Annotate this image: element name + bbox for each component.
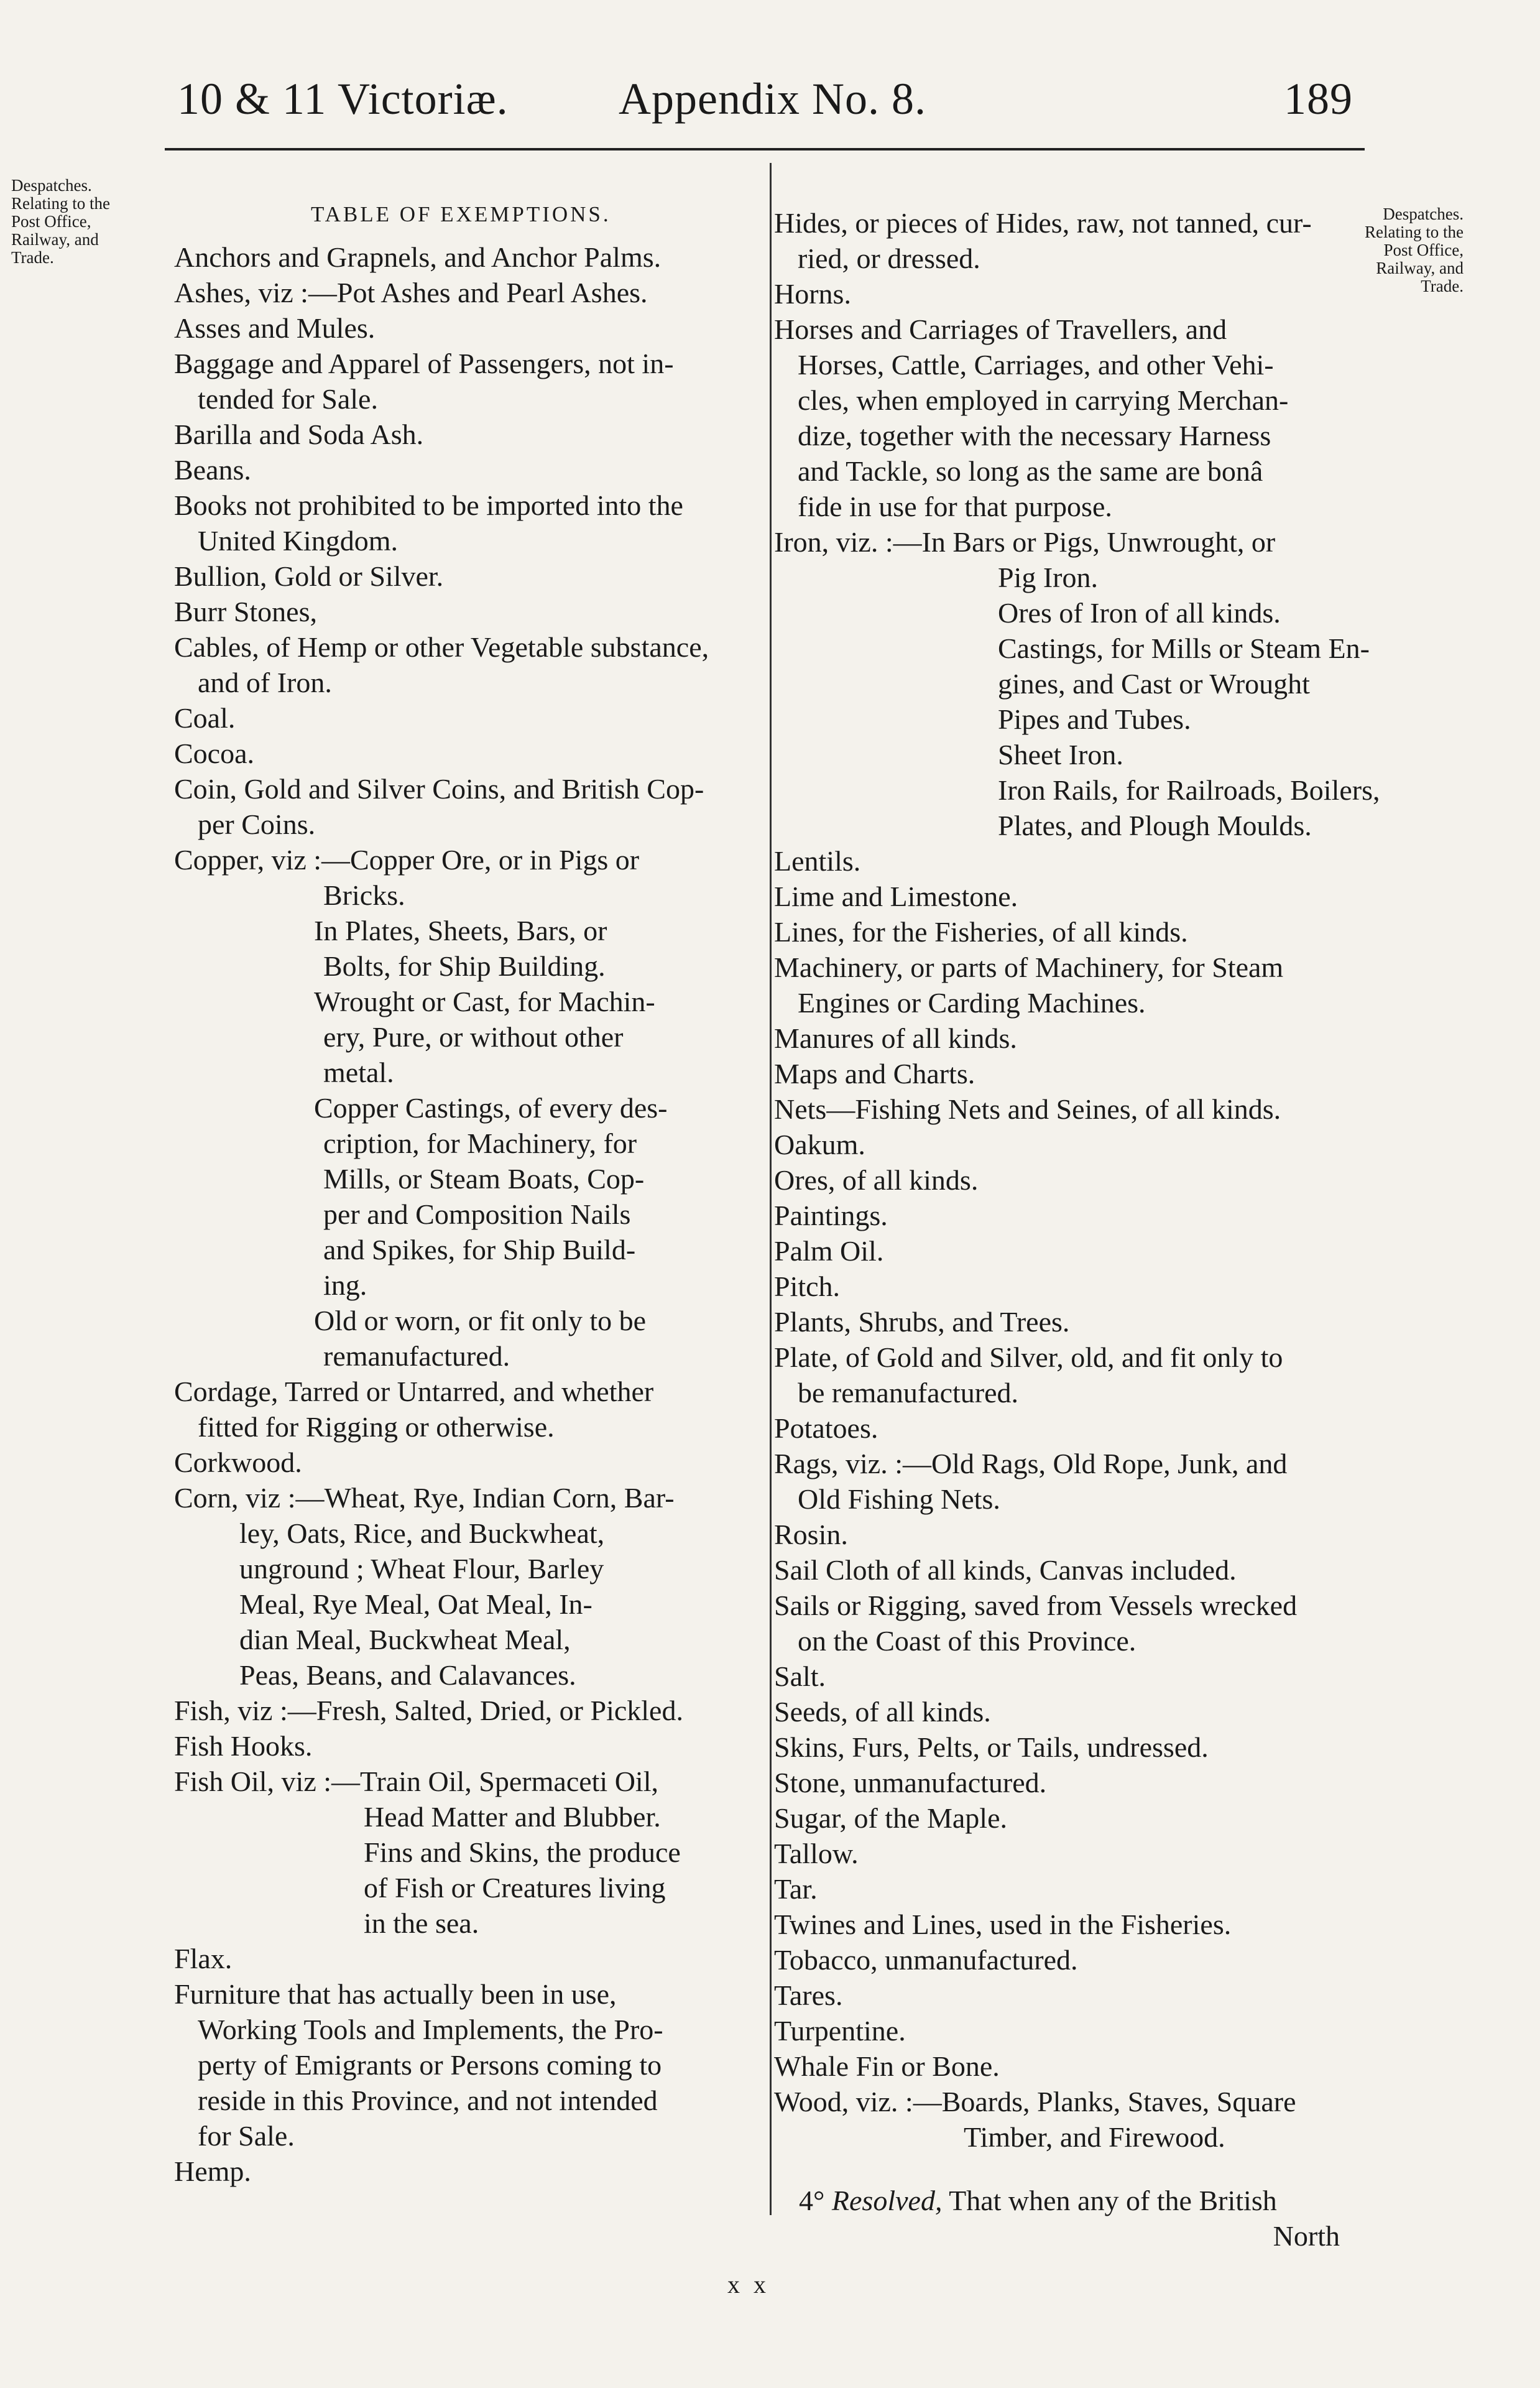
list-item: Lime and Limestone. [774, 881, 1018, 912]
exemptions-left-column [174, 239, 752, 2189]
margin-line: Relating to the [11, 194, 110, 213]
list-item: Bullion, Gold or Silver. [174, 560, 444, 592]
page-number: 189 [1284, 74, 1353, 124]
list-item: gines, and Cast or Wrought [998, 668, 1310, 700]
list-item: Coin, Gold and Silver Coins, and British Cop- [174, 773, 704, 805]
list-item: reside in this Province, and not intended [198, 2085, 658, 2116]
list-item: Seeds, of all kinds. [774, 1696, 991, 1728]
list-item: be remanufactured. [798, 1377, 1019, 1409]
list-item: Horses and Carriages of Travellers, and [774, 313, 1227, 345]
list-item: Mills, or Steam Boats, Cop- [323, 1163, 645, 1195]
list-item: Potatoes. [774, 1412, 878, 1444]
list-item: Barilla and Soda Ash. [174, 419, 424, 450]
list-item: Sails or Rigging, saved from Vessels wrecked [774, 1590, 1298, 1621]
list-item: Maps and Charts. [774, 1058, 975, 1090]
list-item: Sugar, of the Maple. [774, 1802, 1008, 1834]
resolution-paragraph [774, 2183, 1340, 2218]
list-item: In Plates, Sheets, Bars, or [314, 915, 607, 946]
list-item: Palm Oil. [774, 1235, 884, 1267]
margin-line: Railway, and [11, 230, 99, 249]
list-item: Bolts, for Ship Building. [323, 950, 606, 982]
list-item: Whale Fin or Bone. [774, 2050, 1000, 2082]
list-item: Ores of Iron of all kinds. [998, 597, 1281, 629]
list-item: Old Fishing Nets. [798, 1483, 1000, 1515]
list-item: dian Meal, Buckwheat Meal, [239, 1624, 571, 1655]
list-item: Nets—Fishing Nets and Seines, of all kinds. [774, 1093, 1281, 1125]
list-item: Hemp. [174, 2155, 251, 2187]
list-item: Tares. [774, 1979, 843, 2011]
list-item: Beans. [174, 454, 251, 486]
list-item: Fish, viz :—Fresh, Salted, Dried, or Pickled. [174, 1695, 683, 1726]
list-item: cription, for Machinery, for [323, 1127, 637, 1159]
list-item: Bricks. [323, 879, 405, 911]
list-item: Fins and Skins, the produce [364, 1836, 681, 1868]
list-item: ried, or dressed. [798, 243, 980, 274]
list-item: Corn, viz :—Wheat, Rye, Indian Corn, Bar- [174, 1482, 675, 1514]
list-item: ing. [323, 1269, 367, 1301]
list-item: Peas, Beans, and Calavances. [239, 1659, 576, 1691]
list-item: and Spikes, for Ship Build- [323, 1234, 636, 1266]
list-item: Horns. [774, 278, 851, 310]
list-item: Corkwood. [174, 1446, 302, 1478]
list-item: Rosin. [774, 1519, 848, 1550]
table-title: TABLE OF EXEMPTIONS. [311, 202, 611, 226]
margin-line: Despatches. [1383, 205, 1464, 223]
list-item: on the Coast of this Province. [798, 1625, 1137, 1657]
list-item: Meal, Rye Meal, Oat Meal, In- [239, 1588, 592, 1620]
list-item: Ashes, viz :—Pot Ashes and Pearl Ashes. [174, 277, 648, 308]
list-item: ley, Oats, Rice, and Buckwheat, [239, 1517, 605, 1549]
list-item: Plates, and Plough Moulds. [998, 810, 1312, 841]
list-item: Anchors and Grapnels, and Anchor Palms. [174, 241, 662, 273]
list-item: ery, Pure, or without other [323, 1021, 624, 1053]
list-item: Twines and Lines, used in the Fisheries. [774, 1909, 1232, 1940]
margin-note-right [1365, 205, 1464, 295]
list-item: Sheet Iron. [998, 739, 1123, 771]
resolution-text: That when any of the British [949, 2185, 1277, 2216]
list-item: dize, together with the necessary Harness [798, 420, 1271, 451]
column-divider [770, 163, 772, 2215]
list-item: Iron Rails, for Railroads, Boilers, [998, 774, 1380, 806]
list-item: Rags, viz. :—Old Rags, Old Rope, Junk, and [774, 1448, 1288, 1479]
margin-line: Railway, and [1376, 259, 1464, 277]
list-item: Machinery, or parts of Machinery, for Steam [774, 951, 1284, 983]
list-item: of Fish or Creatures living [364, 1872, 666, 1904]
header-appendix: Appendix No. 8. [619, 74, 926, 124]
resolution-number: 4° [799, 2185, 825, 2216]
list-item: Horses, Cattle, Carriages, and other Vehi- [798, 349, 1274, 381]
list-item: Head Matter and Blubber. [364, 1801, 661, 1833]
list-item: Tallow. [774, 1838, 859, 1869]
list-item: metal. [323, 1057, 394, 1088]
margin-line: Trade. [11, 248, 54, 267]
list-item: Ores, of all kinds. [774, 1164, 979, 1196]
list-item: Baggage and Apparel of Passengers, not in- [174, 348, 674, 379]
list-item: Working Tools and Implements, the Pro- [198, 2014, 663, 2045]
list-item: Tobacco, unmanufactured. [774, 1944, 1078, 1976]
list-item: unground ; Wheat Flour, Barley [239, 1553, 604, 1585]
list-item: Manures of all kinds. [774, 1022, 1017, 1054]
list-item: fitted for Rigging or otherwise. [198, 1411, 555, 1443]
list-item: Burr Stones, [174, 596, 317, 627]
header-session: 10 & 11 Victoriæ. [177, 74, 509, 124]
list-item: Wrought or Cast, for Machin- [314, 986, 655, 1017]
list-item: Copper Castings, of every des- [314, 1092, 668, 1124]
list-item: Paintings. [774, 1200, 888, 1231]
list-item: Tar. [774, 1873, 818, 1905]
list-item: Pitch. [774, 1270, 841, 1302]
list-item: cles, when employed in carrying Merchan- [798, 384, 1289, 416]
exemptions-right-column [774, 205, 1380, 2254]
list-item: Timber, and Firewood. [964, 2121, 1225, 2153]
list-item: per Coins. [198, 808, 316, 840]
list-item: Lentils. [774, 845, 861, 877]
margin-line: Post Office, [1383, 241, 1464, 259]
list-item: Cables, of Hemp or other Vegetable substance, [174, 631, 709, 663]
list-item: Skins, Furs, Pelts, or Tails, undressed. [774, 1731, 1209, 1763]
margin-line: Despatches. [11, 176, 92, 195]
list-item: Plants, Shrubs, and Trees. [774, 1306, 1070, 1338]
list-item: Pipes and Tubes. [998, 703, 1191, 735]
list-item: Stone, unmanufactured. [774, 1767, 1047, 1798]
list-item: Coal. [174, 702, 236, 734]
list-item: Iron, viz. :—In Bars or Pigs, Unwrought, or [774, 526, 1276, 558]
list-item: in the sea. [364, 1907, 479, 1939]
list-item: Pig Iron. [998, 562, 1098, 593]
list-item: for Sale. [198, 2120, 295, 2152]
list-item: per and Composition Nails [323, 1198, 631, 1230]
list-item: Asses and Mules. [174, 312, 376, 344]
list-item: Flax. [174, 1943, 233, 1974]
list-item: Plate, of Gold and Silver, old, and fit only to [774, 1341, 1283, 1373]
margin-line: Post Office, [11, 212, 91, 231]
resolution-continuation: North [1273, 2220, 1340, 2252]
list-item: Lines, for the Fisheries, of all kinds. [774, 916, 1188, 948]
margin-line: Trade. [1421, 277, 1464, 295]
list-item: United Kingdom. [198, 525, 398, 557]
header-rule [165, 148, 1365, 150]
list-item: and Tackle, so long as the same are bonâ [798, 455, 1263, 487]
signature-mark: x x [727, 2270, 770, 2298]
list-item: Fish Hooks. [174, 1730, 313, 1762]
list-item: perty of Emigrants or Persons coming to [198, 2049, 662, 2081]
list-item: Books not prohibited to be imported into the [174, 489, 683, 521]
list-item: Furniture that has actually been in use, [174, 1978, 617, 2010]
margin-note-left [11, 177, 110, 267]
list-item: Hides, or pieces of Hides, raw, not tanned, cur- [774, 207, 1312, 239]
list-item: and of Iron. [198, 667, 332, 698]
list-item: Salt. [774, 1660, 826, 1692]
list-item: Cordage, Tarred or Untarred, and whether [174, 1376, 654, 1407]
list-item: Castings, for Mills or Steam En- [998, 632, 1370, 664]
list-item: remanufactured. [323, 1340, 510, 1372]
list-item: Turpentine. [774, 2015, 906, 2047]
list-item: Fish Oil, viz :—Train Oil, Spermaceti Oil, [174, 1766, 658, 1797]
list-item: fide in use for that purpose. [798, 491, 1112, 522]
list-item: Oakum. [774, 1129, 865, 1160]
list-item: tended for Sale. [198, 383, 378, 415]
list-item: Copper, viz :—Copper Ore, or in Pigs or [174, 844, 640, 876]
list-item: Old or worn, or fit only to be [314, 1305, 647, 1336]
list-item: Cocoa. [174, 738, 255, 769]
list-item: Engines or Carding Machines. [798, 987, 1146, 1019]
list-item: Sail Cloth of all kinds, Canvas included. [774, 1554, 1237, 1586]
margin-line: Relating to the [1365, 223, 1464, 241]
list-item: Wood, viz. :—Boards, Planks, Staves, Square [774, 2086, 1296, 2117]
resolved-word: Resolved, [831, 2185, 943, 2216]
